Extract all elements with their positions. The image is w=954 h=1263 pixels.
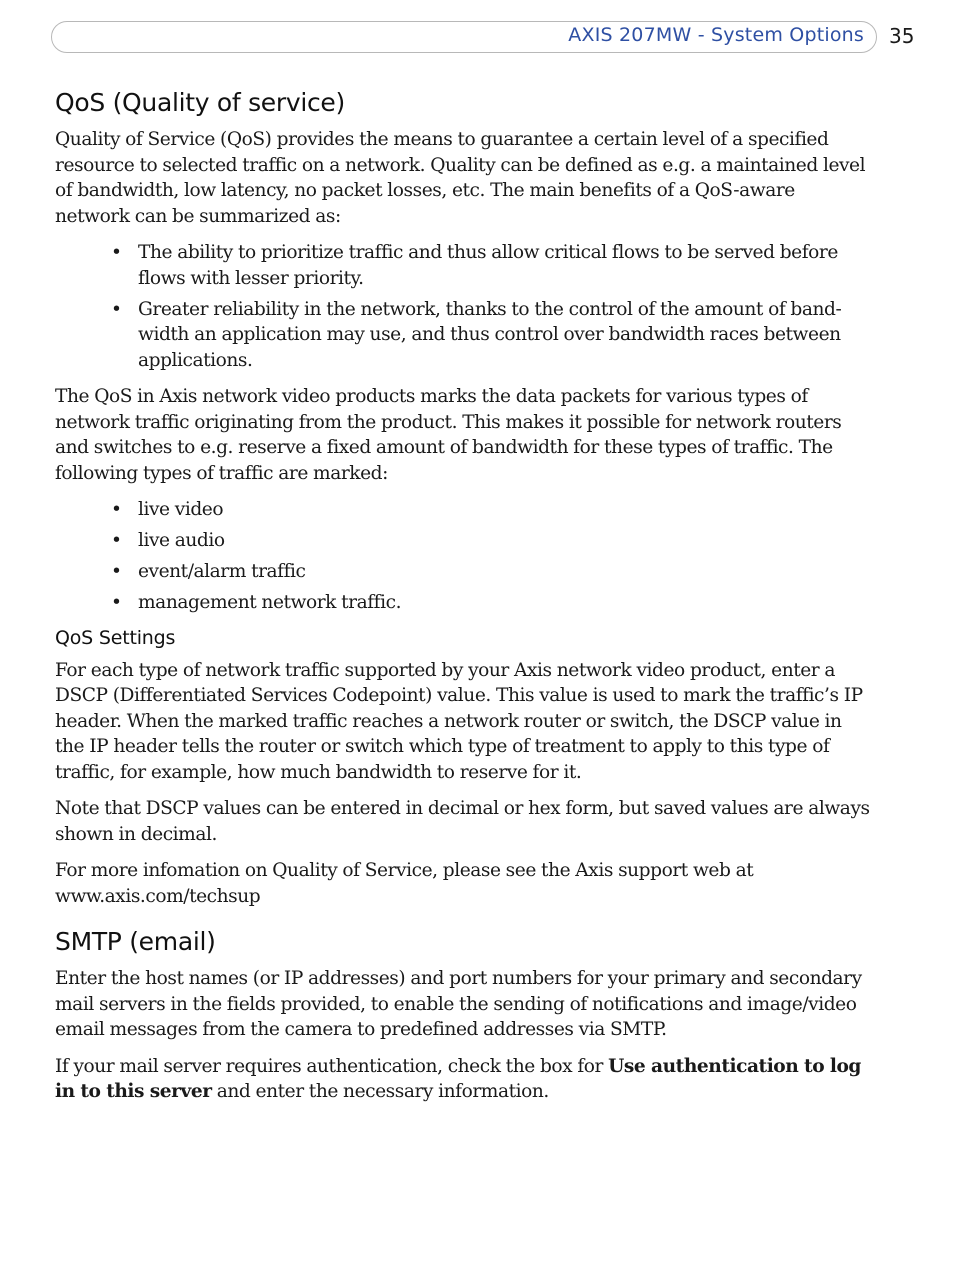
page-number: 35 xyxy=(889,24,915,48)
list-item: • management network traffic. xyxy=(138,590,873,616)
qos-settings-p1: For each type of network traffic supported by your Axis network video product, enter a DSCP (Differentiated Services Codepoint) value. This value is used to mark the traffic’s IP header. When the marked traffic reaches a network router or switch, the DSCP value in the IP header tells the router or switch which type of treatment to apply to this type of traffic, for example, how much bandwidth to reserve for it. xyxy=(55,659,863,783)
smtp-p2-text-end: and enter the necessary information. xyxy=(211,1081,549,1102)
smtp-p2-text: If your mail server requires authentication, check the box for xyxy=(55,1055,609,1077)
list-item: • live audio xyxy=(138,528,873,554)
section-qos xyxy=(55,88,873,616)
list-item: • live video xyxy=(138,497,873,523)
smtp-p2 xyxy=(55,1054,873,1105)
list-item: • Greater reliability in the network, thanks to the control of the amount of band-width an application may use, and thus control over bandwidth races between applications. xyxy=(138,297,873,374)
auth-option-label: Use authentication to log in to this server xyxy=(55,1055,861,1102)
smtp-heading: SMTP (email) xyxy=(55,927,216,956)
qos-benefits-list xyxy=(55,240,873,373)
qos-settings-p3: For more infomation on Quality of Service, please see the Axis support web at www.axis.com/techsup xyxy=(55,860,754,907)
section-qos-settings xyxy=(55,627,873,910)
traffic-types-list xyxy=(55,497,873,616)
header-title: AXIS 207MW - System Options xyxy=(568,24,864,46)
qos-heading: QoS (Quality of service) xyxy=(55,88,345,117)
qos-settings-heading: QoS Settings xyxy=(55,626,176,649)
list-item: • The ability to prioritize traffic and thus allow critical flows to be served before flows with lesser priority. xyxy=(138,240,873,291)
qos-marking: The QoS in Axis network video products marks the data packets for various types of network traffic originating from the product. This makes it possible for network routers and switches to e.g. reserve a fixed amount of bandwidth for these types of traffic. The following types of traffic are marked: xyxy=(55,386,842,484)
page-content xyxy=(55,88,873,1116)
section-smtp xyxy=(55,927,873,1105)
smtp-p1: Enter the host names (or IP addresses) and port numbers for your primary and secondary mail servers in the fields provided, to enable the sending of notifications and image/video email messages from the camera to predefined addresses via SMTP. xyxy=(55,968,862,1040)
list-item: • event/alarm traffic xyxy=(138,559,873,585)
qos-intro: Quality of Service (QoS) provides the means to guarantee a certain level of a specified resource to selected traffic on a network. Quality can be defined as e.g. a maintained level of bandwidth, low latency, no packet losses, etc. The main benefits of a QoS-aware network can be summarized as: xyxy=(55,129,866,227)
qos-settings-p2: Note that DSCP values can be entered in decimal or hex form, but saved values are always shown in decimal. xyxy=(55,798,870,845)
